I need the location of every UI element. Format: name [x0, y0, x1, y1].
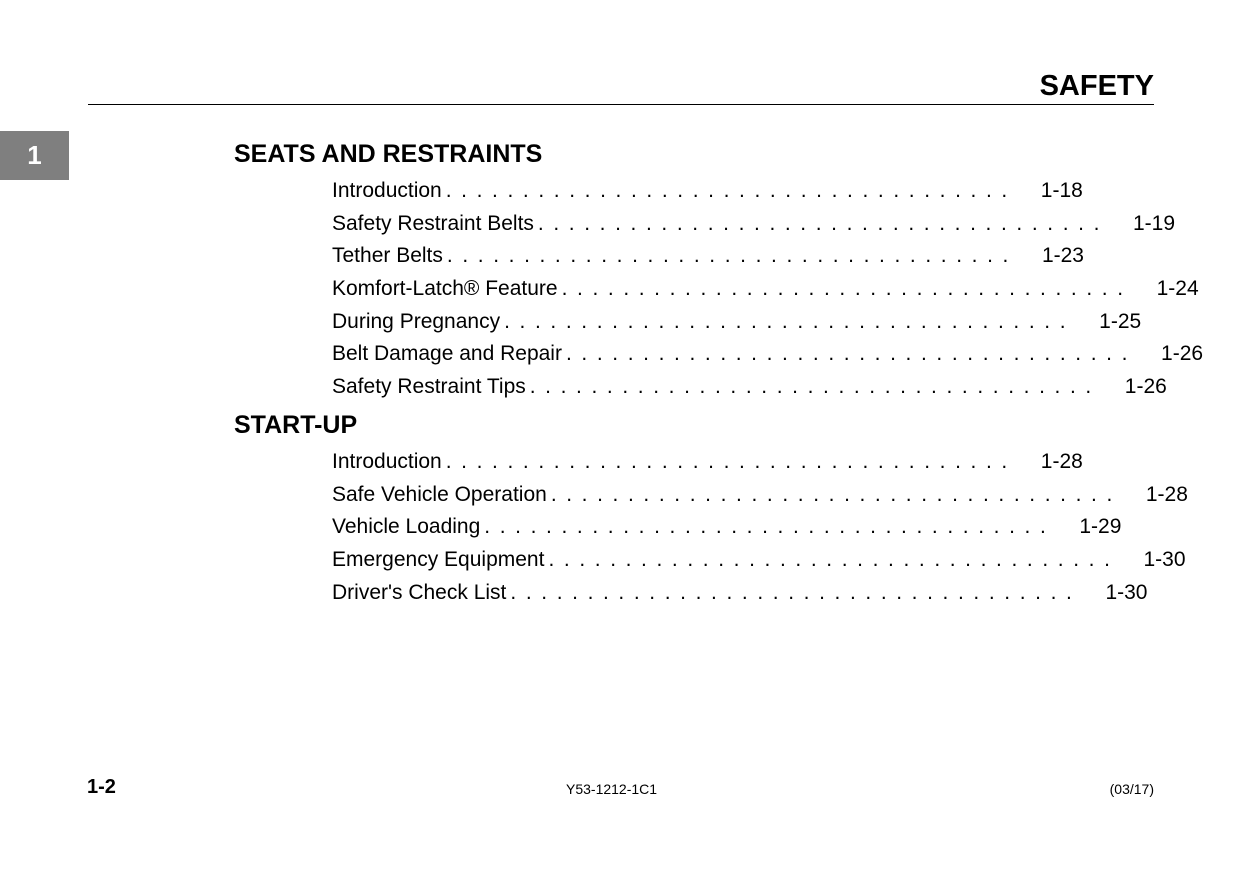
toc-entry-label: Safety Restraint Tips	[332, 374, 526, 398]
dot-leader: .....................................	[504, 309, 1076, 333]
toc-entry[interactable]	[332, 371, 1167, 404]
toc-list-seats-and-restraints	[332, 175, 1204, 403]
toc-entry-page: 1-18	[1040, 179, 1083, 203]
toc-entry-page: 1-28	[1145, 482, 1188, 506]
toc-entry[interactable]	[332, 544, 1186, 577]
toc-entry-page: 1-24	[1156, 277, 1199, 301]
dot-leader: .....................................	[537, 211, 1109, 235]
toc-entry-page: 1-29	[1079, 515, 1122, 539]
toc-entry-page: 1-30	[1105, 580, 1148, 604]
footer-document-code: Y53-1212-1C1	[566, 781, 658, 797]
toc-entry-page: 1-26	[1161, 342, 1204, 366]
toc-entry[interactable]	[332, 446, 1083, 479]
toc-list-start-up	[332, 446, 1188, 609]
dot-leader: .....................................	[445, 179, 1017, 203]
toc-entry-page: 1-26	[1124, 374, 1167, 398]
dot-leader: .....................................	[550, 482, 1122, 506]
toc-entry-label: Safety Restraint Belts	[332, 211, 534, 235]
toc-entry-label: Introduction	[332, 179, 442, 203]
dot-leader: .....................................	[446, 244, 1018, 268]
dot-leader: .....................................	[484, 515, 1056, 539]
toc-entry-label: Emergency Equipment	[332, 548, 545, 572]
footer-page-number: 1-2	[87, 776, 116, 798]
dot-leader: .....................................	[548, 548, 1120, 572]
toc-entry-label: Belt Damage and Repair	[332, 342, 562, 366]
toc-entry-label: Komfort-Latch® Feature	[332, 277, 558, 301]
toc-entry[interactable]	[332, 305, 1142, 338]
section-heading-seats-and-restraints: SEATS AND RESTRAINTS	[234, 140, 543, 168]
toc-entry-page: 1-23	[1041, 244, 1084, 268]
page-title: SAFETY	[1039, 70, 1154, 102]
toc-entry[interactable]	[332, 240, 1084, 273]
toc-entry[interactable]	[332, 273, 1199, 306]
toc-entry[interactable]	[332, 208, 1175, 241]
toc-entry-page: 1-25	[1099, 309, 1142, 333]
toc-entry-label: Introduction	[332, 450, 442, 474]
toc-entry-label: During Pregnancy	[332, 309, 501, 333]
toc-entry-label: Driver's Check List	[332, 580, 507, 604]
dot-leader: .....................................	[565, 342, 1138, 366]
toc-entry[interactable]	[332, 576, 1148, 609]
dot-leader: .....................................	[510, 580, 1082, 604]
header-divider	[88, 104, 1154, 105]
dot-leader: .....................................	[561, 277, 1133, 301]
chapter-tab[interactable]: 1	[0, 131, 69, 180]
toc-entry[interactable]	[332, 338, 1204, 371]
toc-entry-page: 1-19	[1132, 211, 1175, 235]
toc-entry-label: Vehicle Loading	[332, 515, 481, 539]
toc-entry-page: 1-30	[1143, 548, 1186, 572]
toc-entry[interactable]	[332, 511, 1122, 544]
toc-entry-page: 1-28	[1040, 450, 1083, 474]
dot-leader: .....................................	[445, 450, 1017, 474]
dot-leader: .....................................	[529, 374, 1101, 398]
toc-entry[interactable]	[332, 479, 1188, 512]
section-heading-start-up: START-UP	[234, 411, 358, 439]
footer-date: (03/17)	[1109, 781, 1154, 797]
toc-entry-label: Tether Belts	[332, 244, 443, 268]
toc-entry[interactable]	[332, 175, 1083, 208]
toc-entry-label: Safe Vehicle Operation	[332, 482, 547, 506]
